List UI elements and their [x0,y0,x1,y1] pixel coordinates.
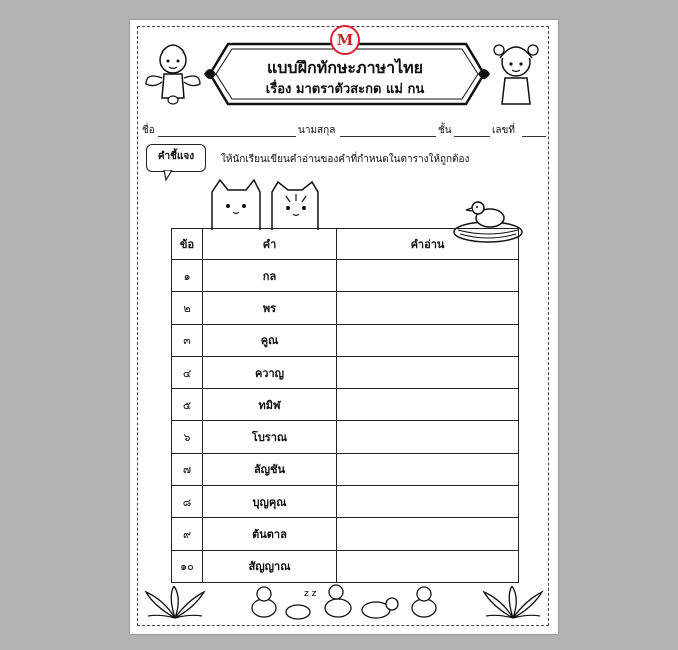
table-row [172,389,519,421]
class-line[interactable] [454,136,490,137]
table-row [172,421,519,453]
word-reading-table [171,228,519,583]
row-word: ต้นตาล [203,518,337,550]
student-info-fields [142,123,546,139]
svg-text:z z: z z [304,589,317,599]
row-reading-answer[interactable] [337,356,519,388]
row-reading-answer[interactable] [337,260,519,292]
row-number: ๗ [172,453,203,485]
right-plant-icon [482,586,544,620]
row-reading-answer[interactable] [337,518,519,550]
number-line[interactable] [522,136,546,137]
row-word: โบราณ [203,421,337,453]
instruction-badge: คำชี้แจง [146,144,206,172]
header-word: คำ [203,229,337,260]
table-row [172,324,519,356]
page-subtitle: เรื่อง มาตราตัวสะกด แม่ กน [265,82,425,97]
girl-kid-icon [490,38,542,108]
row-reading-answer[interactable] [337,389,519,421]
row-word: พร [203,292,337,324]
row-word: ควาญ [203,356,337,388]
surname-label: นามสกุล [298,125,336,136]
number-label: เลขที่ [492,125,515,136]
table-header-row [172,229,519,260]
row-word: ลัญชัน [203,453,337,485]
name-label: ชื่อ [142,125,155,136]
row-reading-answer[interactable] [337,421,519,453]
page-title: แบบฝึกทักษะภาษาไทย [266,58,424,77]
row-word: กล [203,260,337,292]
worksheet-page [130,20,558,634]
row-word: สัญญาณ [203,550,337,582]
row-number: ๙ [172,518,203,550]
speech-tail-icon [162,170,178,182]
table-row [172,550,519,582]
row-reading-answer[interactable] [337,486,519,518]
row-word: บุญคุณ [203,486,337,518]
row-number: ๓ [172,324,203,356]
school-logo: M [330,25,360,55]
row-number: ๘ [172,486,203,518]
left-plant-icon [144,586,206,620]
header-reading: คำอ่าน [337,229,519,260]
table-row [172,356,519,388]
angel-kid-icon [144,38,202,108]
class-label: ชั้น [438,125,452,136]
table-row [172,260,519,292]
row-number: ๑๐ [172,550,203,582]
row-number: ๒ [172,292,203,324]
table-row [172,518,519,550]
table-row [172,292,519,324]
row-number: ๕ [172,389,203,421]
turtles-decoration-icon [246,582,442,622]
cats-peeking-icon [206,178,324,230]
row-reading-answer[interactable] [337,292,519,324]
row-word: คูณ [203,324,337,356]
row-reading-answer[interactable] [337,324,519,356]
surname-line[interactable] [340,136,436,137]
row-reading-answer[interactable] [337,550,519,582]
row-word: ทมิฬ [203,389,337,421]
row-number: ๑ [172,260,203,292]
name-line[interactable] [158,136,296,137]
row-reading-answer[interactable] [337,453,519,485]
header-number: ข้อ [172,229,203,260]
instruction-text: ให้นักเรียนเขียนคำอ่านของคำที่กำหนดในตารางให้ถูกต้อง [221,154,470,165]
row-number: ๖ [172,421,203,453]
row-number: ๔ [172,356,203,388]
table-row [172,486,519,518]
table-row [172,453,519,485]
